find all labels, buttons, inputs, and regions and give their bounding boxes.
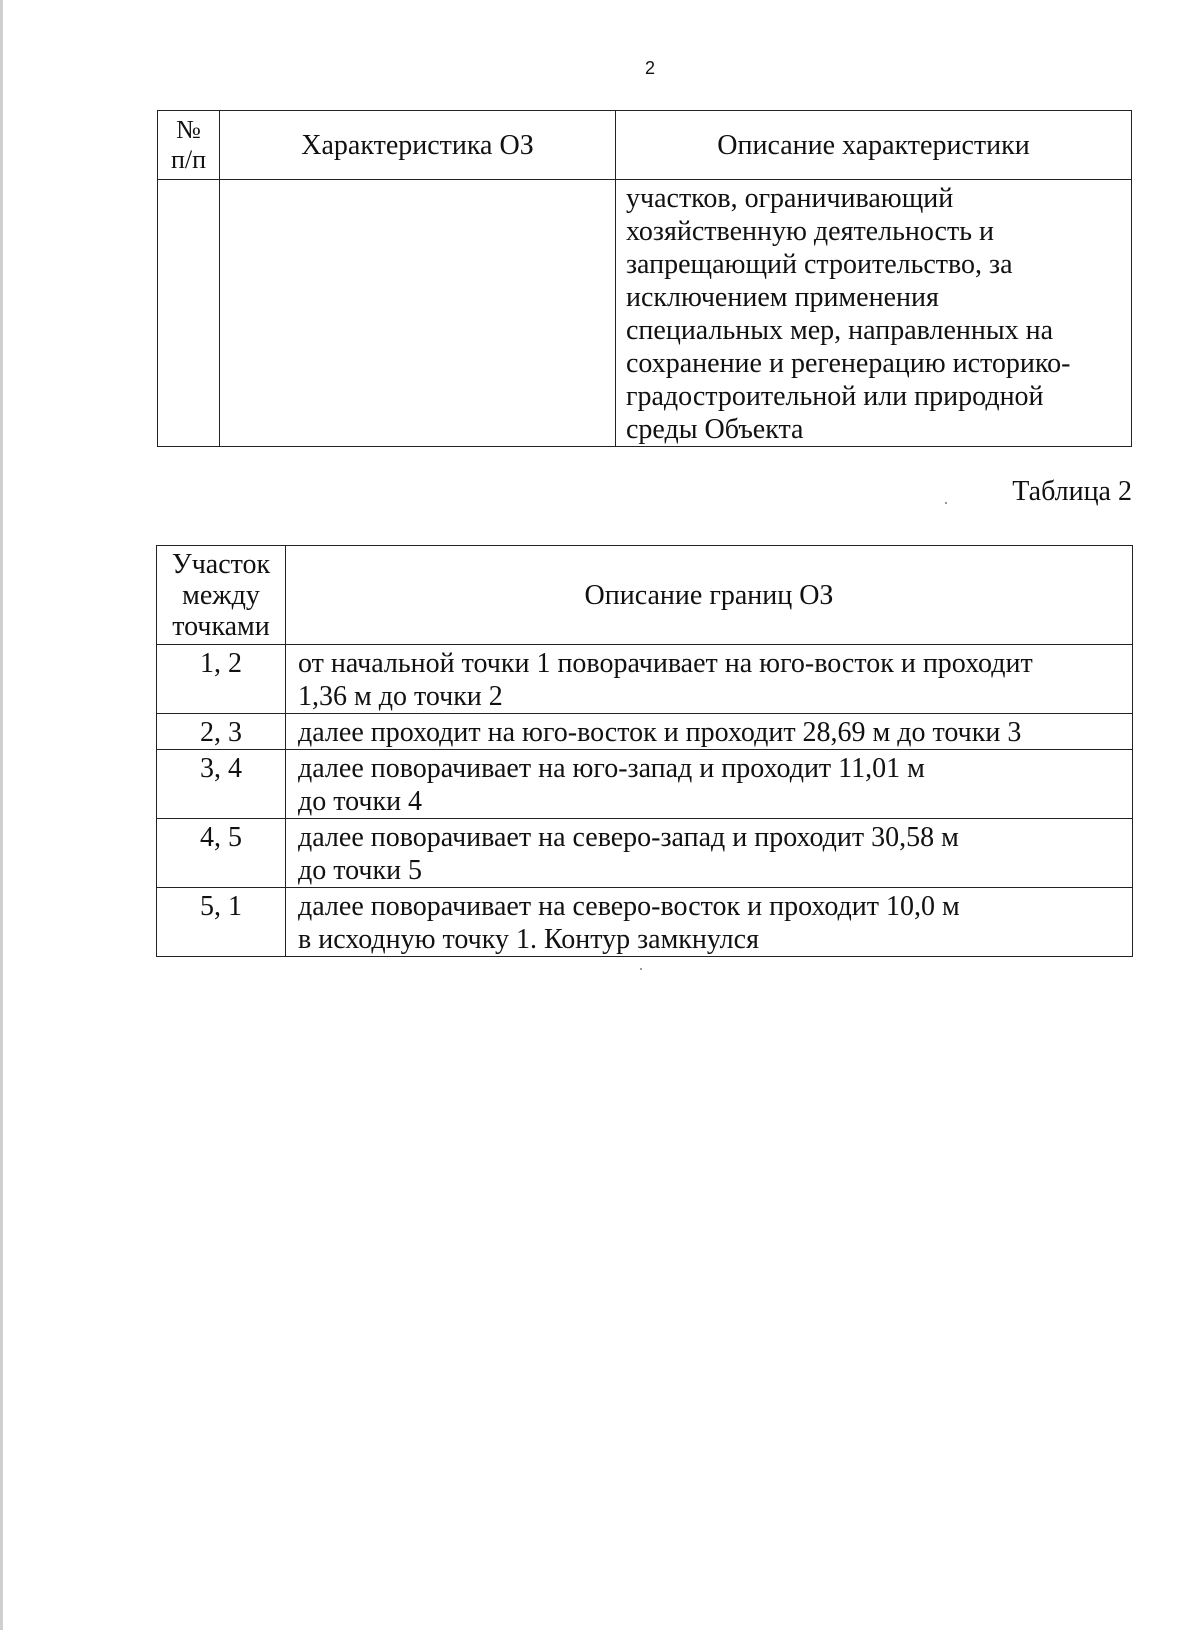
boundary-line: далее проходит на юго-восток и проходит 28,69 м до точки 3: [298, 717, 1022, 748]
description-line: специальных мер, направленных на: [626, 315, 1054, 346]
table-row: [157, 888, 1133, 957]
header-number: [158, 111, 220, 180]
table-row: [157, 750, 1133, 819]
boundary-text-cell: [286, 750, 1133, 819]
scan-speck: [640, 968, 642, 970]
table-header-row: [157, 546, 1133, 645]
segment-cell: 4, 5: [157, 819, 286, 888]
table-header-row: [158, 111, 1132, 180]
description-line: запрещающий строительство, за: [626, 249, 1013, 280]
table-row: [157, 714, 1133, 750]
boundary-line: в исходную точку 1. Контур замкнулся: [298, 924, 759, 955]
segment-cell: 3, 4: [157, 750, 286, 819]
boundary-line: от начальной точки 1 поворачивает на юго-восток и проходит: [298, 648, 1033, 679]
header-number-line: п/п: [170, 145, 207, 174]
segment-cell: 5, 1: [157, 888, 286, 957]
row-number-cell: [158, 180, 220, 447]
row-description-cell: [616, 180, 1132, 447]
description-line: сохранение и регенерацию историко-: [626, 348, 1071, 379]
header-boundary-description: Описание границ ОЗ: [286, 546, 1133, 645]
description-line: среды Объекта: [626, 414, 804, 445]
description-line: исключением применения: [626, 282, 939, 313]
boundary-line: далее поворачивает на северо-восток и проходит 10,0 м: [298, 891, 960, 922]
scan-speck: [945, 502, 947, 504]
page-number: 2: [644, 58, 655, 78]
boundary-line: до точки 5: [298, 855, 423, 886]
boundary-line: далее поворачивает на юго-запад и проходит 11,01 м: [298, 753, 925, 784]
header-description: Описание характеристики: [616, 111, 1132, 180]
header-segment: [157, 546, 286, 645]
boundary-text-cell: [286, 888, 1133, 957]
row-characteristic-cell: [220, 180, 616, 447]
table-row: [157, 819, 1133, 888]
segment-cell: 2, 3: [157, 714, 286, 750]
characteristics-table: [157, 110, 1132, 447]
header-segment-line: Участок: [171, 548, 271, 580]
header-characteristic: Характеристика ОЗ: [220, 111, 616, 180]
table-2-caption: Таблица 2: [1012, 476, 1132, 507]
boundary-text-cell: [286, 819, 1133, 888]
header-segment-line: между: [182, 579, 260, 611]
segment-cell: 1, 2: [157, 645, 286, 714]
boundaries-table: [156, 545, 1133, 957]
table-row: [158, 180, 1132, 447]
description-line: участков, ограничивающий: [626, 183, 954, 214]
description-line: градостроительной или природной: [626, 381, 1044, 412]
description-line: хозяйственную деятельность и: [626, 216, 994, 247]
table-row: [157, 645, 1133, 714]
boundary-text-cell: [286, 714, 1133, 750]
boundary-line: далее поворачивает на северо-запад и проходит 30,58 м: [298, 822, 959, 853]
boundary-line: до точки 4: [298, 786, 423, 817]
header-number-line: №: [176, 115, 201, 144]
boundary-text-cell: [286, 645, 1133, 714]
scan-edge: [0, 0, 3, 1630]
header-segment-line: точками: [172, 610, 270, 642]
boundary-line: 1,36 м до точки 2: [298, 681, 503, 712]
